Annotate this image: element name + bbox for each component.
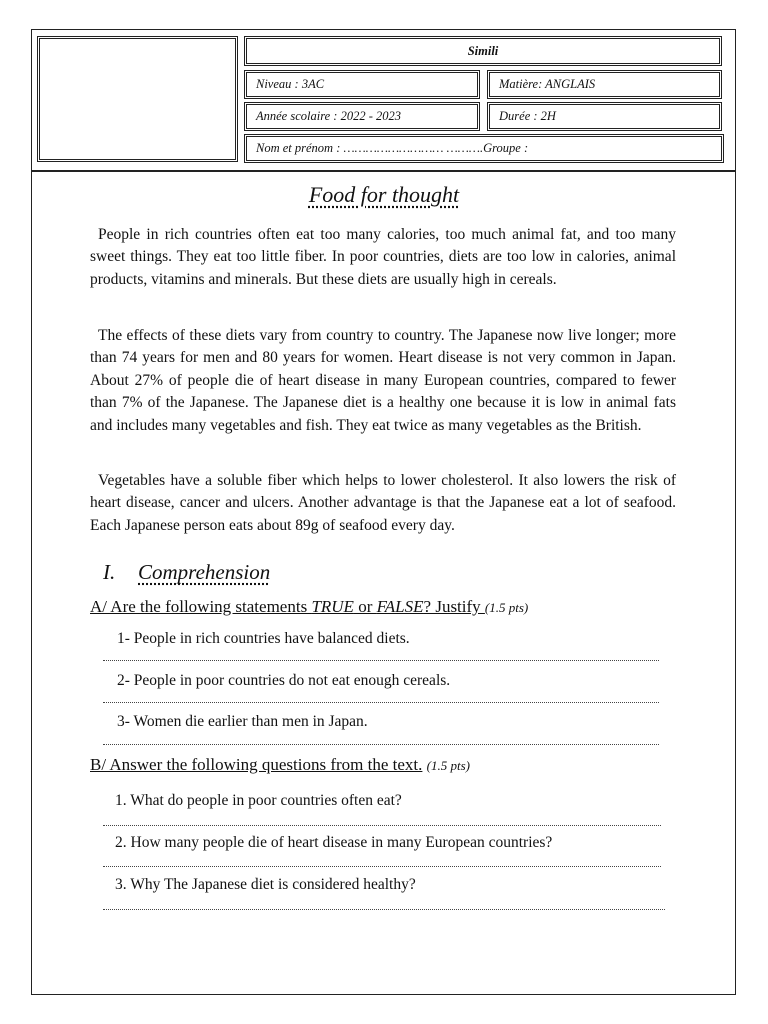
duree-field: Durée : 2H (487, 102, 722, 131)
answer-line-b2[interactable] (103, 866, 661, 867)
question-2: 2. How many people die of heart disease in many European countries? (115, 834, 553, 851)
part-b-points: (1.5 pts) (426, 758, 470, 773)
true-word: TRUE (311, 597, 354, 616)
part-a-prefix: A/ Are the following statements (90, 597, 312, 616)
matiere-field: Matière: ANGLAIS (487, 70, 722, 99)
or-word: or (353, 597, 377, 616)
statement-1: 1- People in rich countries have balanced diets. (117, 630, 410, 647)
part-a-points: (1.5 pts) (484, 600, 529, 615)
paragraph-2: The effects of these diets vary from country to country. The Japanese now live longer; more than 74 years for men and 80 years for women. Heart disease is not very common in Japan. About 27% of people die of heart disease in many European countries, compared to fewer than 7% of the Japanese. The Japanese diet is a healthy one because it is low in animal fats and includes many vegetables and fish. They eat twice as many vegetables as the British. (90, 327, 676, 434)
part-b-heading (90, 755, 470, 775)
section-comprehension (103, 560, 270, 585)
paragraph-3: Vegetables have a soluble fiber which helps to lower cholesterol. It also lowers the risk of heart disease, cancer and ulcers. Another advantage is that the Japanese eat a lot of seafood. Each Japanese person eats about 89g of seafood every day. (90, 472, 676, 534)
answer-line-a3[interactable] (103, 744, 659, 745)
answer-line-a1[interactable] (103, 660, 659, 661)
answer-line-a2[interactable] (103, 702, 659, 703)
text-title-label: Food for thought (308, 182, 460, 207)
part-a-suffix: ? Justify (423, 597, 485, 616)
logo-box (37, 36, 238, 162)
question-3: 3. Why The Japanese diet is considered healthy? (115, 876, 416, 893)
part-b-title: B/ Answer the following questions from the text. (90, 755, 423, 774)
statement-3: 3- Women die earlier than men in Japan. (117, 713, 368, 730)
answer-line-b1[interactable] (103, 825, 661, 826)
exam-title: Simili (244, 36, 722, 66)
niveau-field: Niveau : 3AC (244, 70, 480, 99)
statement-2: 2- People in poor countries do not eat enough cereals. (117, 672, 451, 689)
question-1: 1. What do people in poor countries often eat? (115, 792, 402, 809)
header-separator (31, 170, 736, 172)
false-word: FALSE (376, 597, 424, 616)
part-a-heading (90, 597, 528, 617)
text-title (0, 182, 768, 208)
nom-groupe-field: Nom et prénom : ……………………… ……….Groupe : (244, 134, 724, 163)
section-number: I. (103, 560, 116, 584)
paragraph-1: People in rich countries often eat too many calories, too much animal fat, and too many sweet things. They eat too little fiber. In poor countries, diets are too low in calories, animal products, vitamins and minerals. But these diets are usually high in cereals. (90, 226, 676, 288)
answer-line-b3[interactable] (103, 909, 665, 910)
annee-field: Année scolaire : 2022 - 2023 (244, 102, 480, 131)
section-title: Comprehension (138, 560, 271, 584)
